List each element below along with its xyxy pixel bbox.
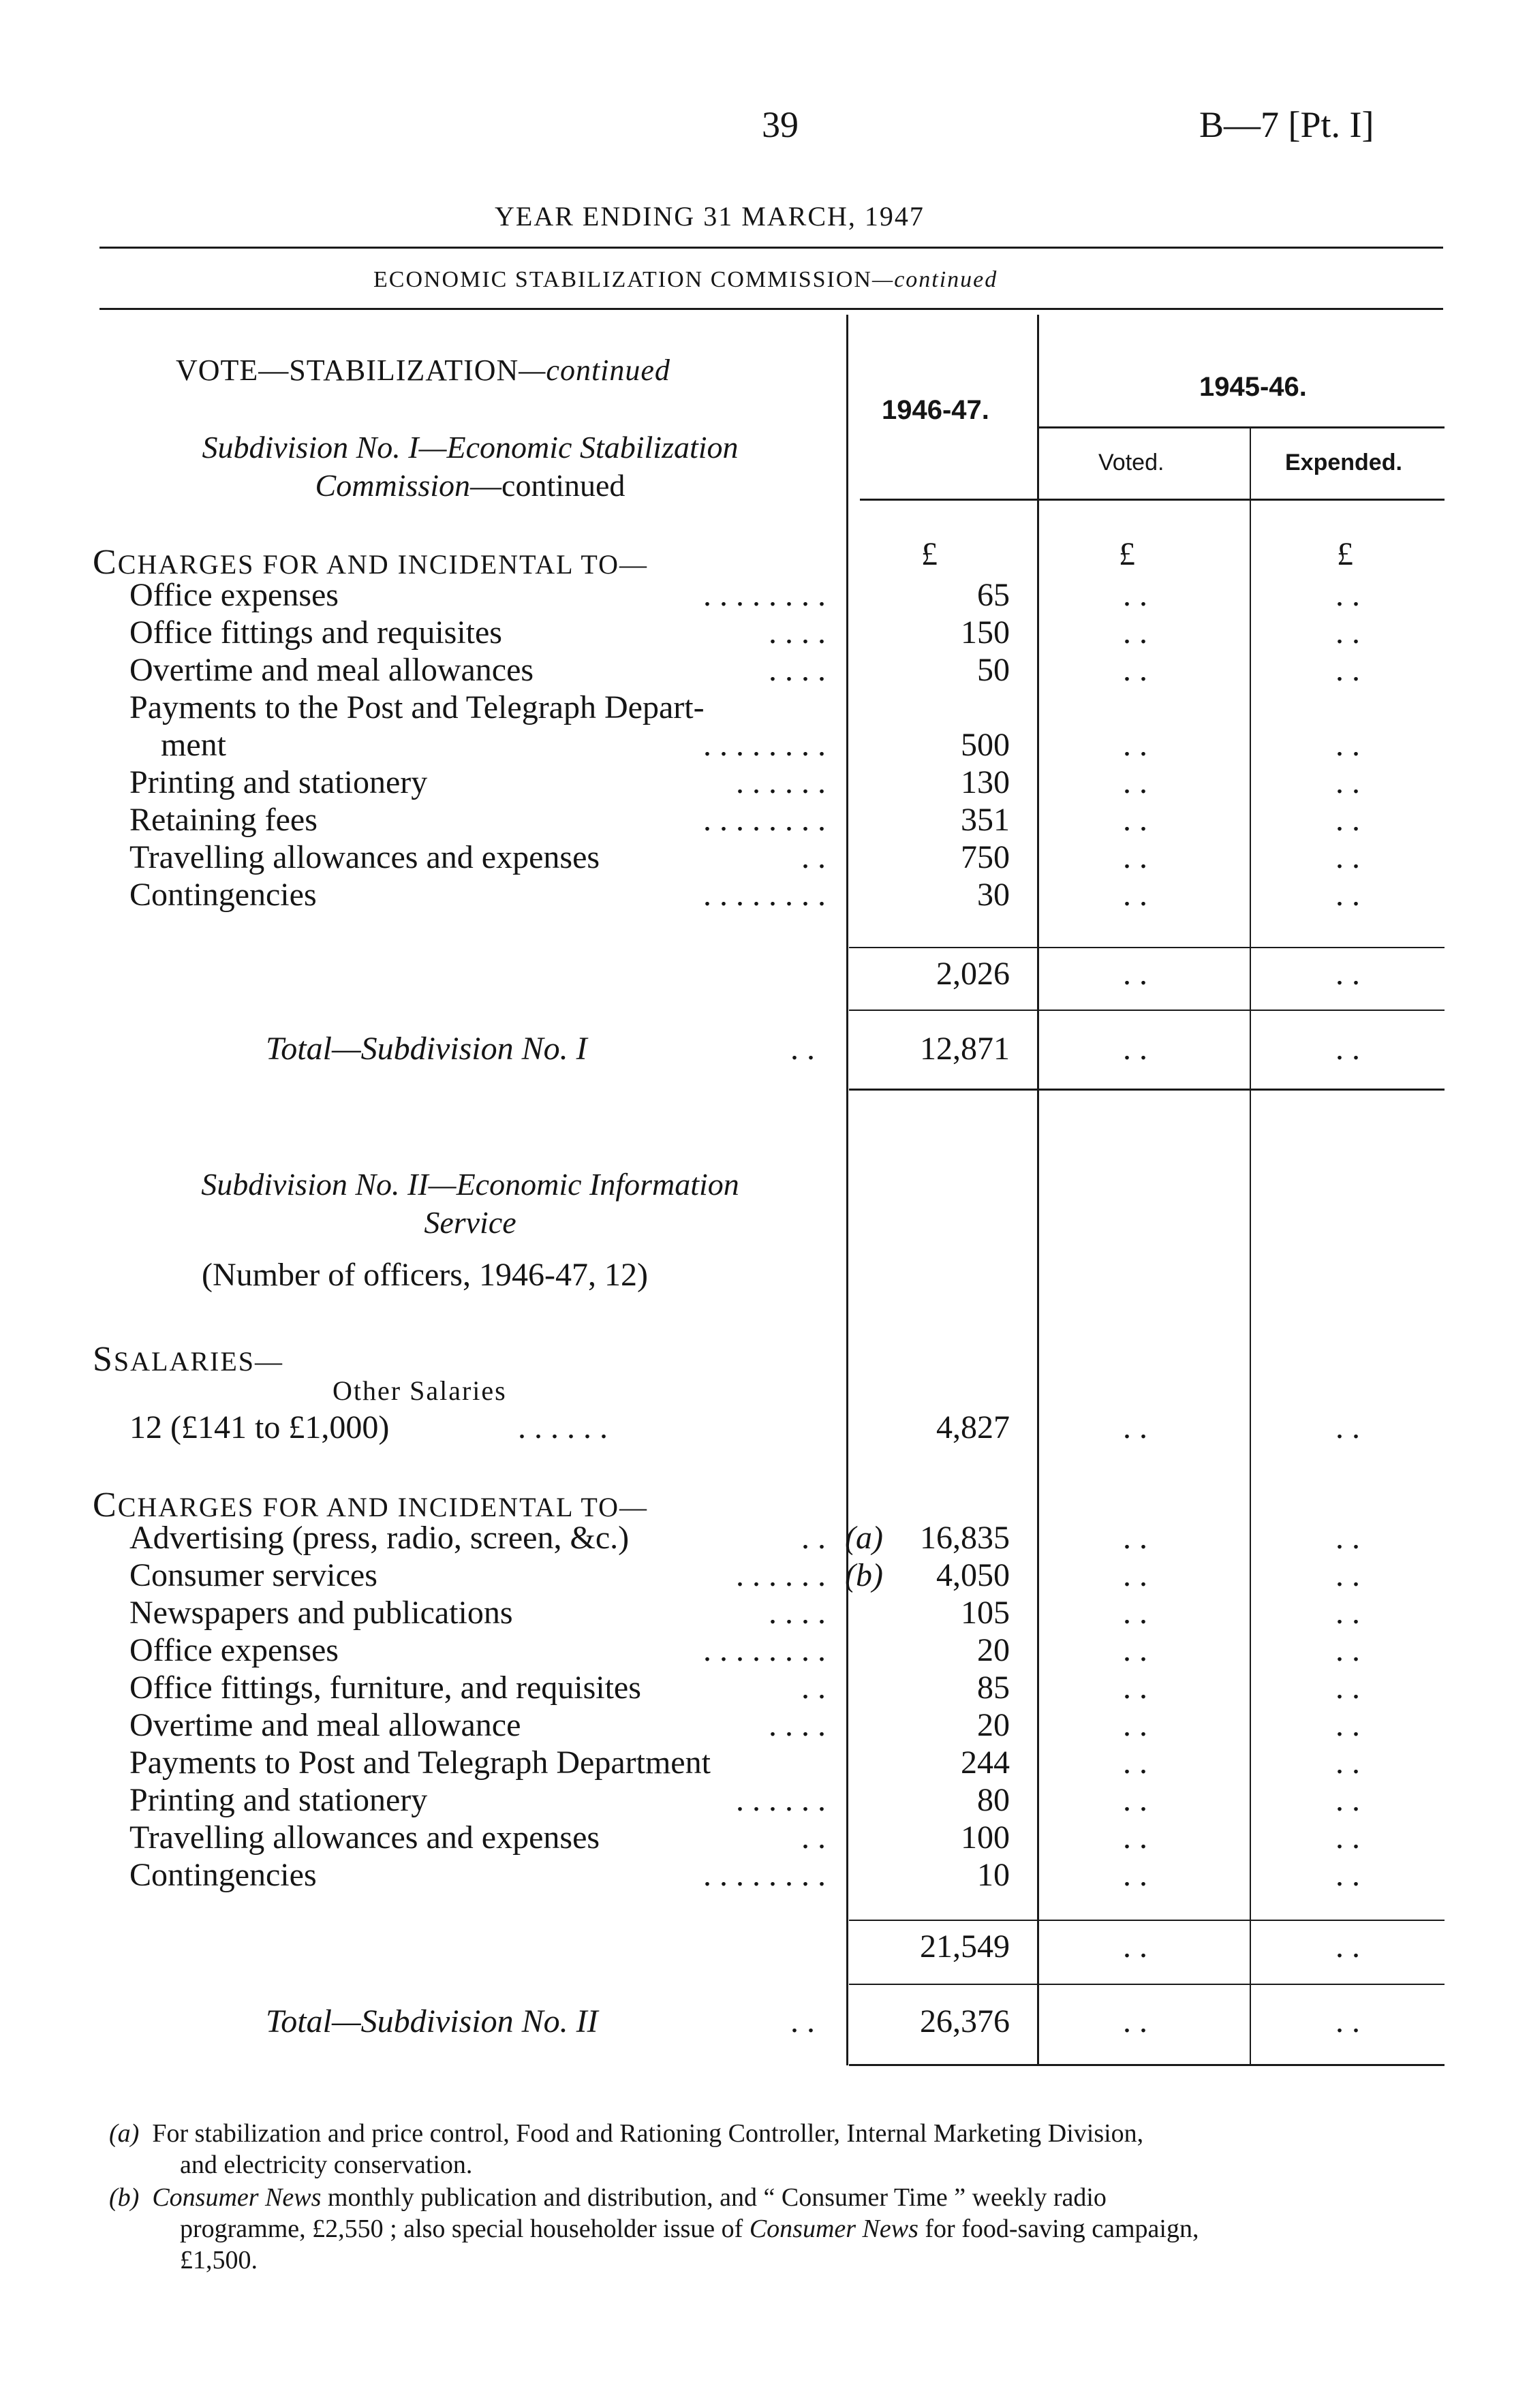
line-item-expended: . .	[1335, 577, 1360, 613]
document-reference: B—7 [Pt. I]	[1199, 104, 1374, 145]
subdivision2-double-rule	[849, 2064, 1445, 2066]
line-item-expended: . .	[1335, 1670, 1360, 1706]
subdivision2-salary-item-dots: . . . . . .	[518, 1409, 608, 1445]
subdivision1-total: 12,871	[920, 1031, 1010, 1067]
department-title: ECONOMIC STABILIZATION COMMISSION—continued	[373, 267, 998, 292]
header-rule-bottom	[99, 308, 1443, 310]
subdivision1-heading-line2: Commission—continued	[315, 468, 626, 503]
year-title: YEAR ENDING 31 MARCH, 1947	[495, 201, 925, 232]
line-item-expended: . .	[1335, 1857, 1360, 1893]
line-item-expended: . .	[1335, 1632, 1360, 1668]
line-item-amount: 244	[961, 1745, 1010, 1781]
line-item-expended: . .	[1335, 839, 1360, 875]
line-item-dots: . . . . . .	[736, 1782, 826, 1818]
footnote-a: (a) For stabilization and price control, Food and Rationing Controller, Internal Marketing Division,	[109, 2119, 1144, 2148]
line-item-amount: 100	[961, 1819, 1010, 1856]
line-item-voted: . .	[1123, 1819, 1147, 1856]
line-item-voted: . .	[1123, 1782, 1147, 1818]
subdivision1-subtotal-expended: . .	[1335, 956, 1360, 992]
line-item-voted: . .	[1123, 652, 1147, 688]
line-item-label: Advertising (press, radio, screen, &c.)	[129, 1520, 630, 1556]
line-item-label: Office expenses	[129, 577, 339, 613]
line-item-dots: . .	[801, 1670, 826, 1706]
footnote-b-line2: programme, £2,550 ; also special householder issue of Consumer News for food-saving campaign,	[180, 2215, 1199, 2243]
line-item-voted: . .	[1123, 764, 1147, 800]
currency-symbol-expended: £	[1337, 536, 1353, 572]
line-item-amount: 30	[977, 877, 1010, 913]
footnote-b: (b) Consumer News monthly publication and distribution, and “ Consumer Time ” weekly radio	[109, 2183, 1107, 2212]
line-item-note: (a)	[845, 1520, 883, 1556]
line-item-amount: 85	[977, 1670, 1010, 1706]
subdivision2-subtotal-expended: . .	[1335, 1928, 1360, 1965]
subdivision1-total-expended: . .	[1335, 1031, 1360, 1067]
line-item-expended: . .	[1335, 764, 1360, 800]
subdivision2-total: 26,376	[920, 2003, 1010, 2039]
line-item-voted: . .	[1123, 614, 1147, 651]
line-item-note: (b)	[845, 1557, 883, 1593]
subdivision2-total-rule	[849, 1984, 1445, 1985]
subdivision1-double-rule	[849, 1089, 1445, 1091]
subdivision2-salary-item-expended: . .	[1335, 1409, 1360, 1445]
line-item-amount: 150	[961, 614, 1010, 651]
line-item-expended: . .	[1335, 1745, 1360, 1781]
line-item-amount: 20	[977, 1707, 1010, 1743]
line-item-expended: . .	[1335, 1595, 1360, 1631]
line-item-dots: . . . .	[769, 614, 826, 651]
line-item-amount: 750	[961, 839, 1010, 875]
line-item-amount: 50	[977, 652, 1010, 688]
subdivision1-subtotal: 2,026	[936, 956, 1010, 992]
line-item-amount: 500	[961, 727, 1010, 763]
line-item-label: Consumer services	[129, 1557, 377, 1593]
vote-title: VOTE—STABILIZATION—continued	[176, 354, 670, 387]
page-number: 39	[762, 104, 799, 145]
line-item-dots: . . . . . .	[736, 764, 826, 800]
line-item-amount: 20	[977, 1632, 1010, 1668]
subdivision1-total-dots: . .	[790, 1031, 815, 1067]
line-item-dots: . . . . . .	[736, 1557, 826, 1593]
line-item-amount: 80	[977, 1782, 1010, 1818]
subdivision2-charges-label: CCHARGES FOR AND INCIDENTAL TO—	[93, 1486, 649, 1524]
currency-symbol-voted: £	[1119, 536, 1135, 572]
line-item-label: Office expenses	[129, 1632, 339, 1668]
line-item-dots: . . . .	[769, 1595, 826, 1631]
line-item-label: Overtime and meal allowance	[129, 1707, 521, 1743]
line-item-voted: . .	[1123, 1520, 1147, 1556]
table-rule-prior-year	[1038, 426, 1445, 428]
line-item-voted: . .	[1123, 839, 1147, 875]
subdivision1-subtotal-voted: . .	[1123, 956, 1147, 992]
currency-symbol-current: £	[921, 536, 938, 572]
line-item-label: Printing and stationery	[129, 1782, 428, 1818]
subdivision2-subtotal-rule	[849, 1920, 1445, 1921]
line-item-dots: . . . . . . . .	[703, 1857, 826, 1893]
subdivision2-total-expended: . .	[1335, 2003, 1360, 2039]
line-item-label: Travelling allowances and expenses	[129, 839, 600, 875]
subdivision2-salary-item-label: 12 (£141 to £1,000)	[129, 1409, 390, 1445]
line-item-voted: . .	[1123, 802, 1147, 838]
line-item-expended: . .	[1335, 727, 1360, 763]
subdivision2-other-salaries-label: Other Salaries	[333, 1375, 507, 1406]
line-item-voted: . .	[1123, 1557, 1147, 1593]
line-item-dots: . . . . . . . .	[703, 577, 826, 613]
subdivision2-total-dots: . .	[790, 2003, 815, 2039]
line-item-label: Travelling allowances and expenses	[129, 1819, 600, 1856]
line-item-label: Newspapers and publications	[129, 1595, 513, 1631]
line-item-expended: . .	[1335, 614, 1360, 651]
line-item-dots: . .	[801, 1819, 826, 1856]
footnote-a-line2: and electricity conservation.	[180, 2151, 473, 2179]
subdivision2-heading-line2: Service	[424, 1205, 516, 1240]
line-item-amount: 10	[977, 1857, 1010, 1893]
line-item-voted: . .	[1123, 1632, 1147, 1668]
subdivision2-subtotal-voted: . .	[1123, 1928, 1147, 1965]
subdivision2-salaries-label: SSALARIES—	[93, 1340, 284, 1379]
subdivision1-total-label: Total—Subdivision No. I	[266, 1031, 587, 1067]
line-item-dots: . . . . . . . .	[703, 1632, 826, 1668]
line-item-label: Contingencies	[129, 877, 317, 913]
line-item-amount: 16,835	[920, 1520, 1010, 1556]
line-item-label: Office fittings and requisites	[129, 614, 502, 651]
line-item-amount: 351	[961, 802, 1010, 838]
line-item-voted: . .	[1123, 1670, 1147, 1706]
line-item-expended: . .	[1335, 652, 1360, 688]
line-item-label: Printing and stationery	[129, 764, 428, 800]
line-item-voted: . .	[1123, 1595, 1147, 1631]
line-item-label: Contingencies	[129, 1857, 317, 1893]
subdivision2-officers-note: (Number of officers, 1946-47, 12)	[202, 1257, 648, 1293]
header-rule-top	[99, 247, 1443, 249]
table-rule-inner	[1250, 428, 1251, 2065]
line-item-dots: . . . .	[769, 652, 826, 688]
line-item-expended: . .	[1335, 877, 1360, 913]
subdivision2-total-voted: . .	[1123, 2003, 1147, 2039]
footnote-b-line3: £1,500.	[180, 2246, 258, 2274]
line-item-dots: . . . . . . . .	[703, 877, 826, 913]
line-item-dots: . . . .	[769, 1707, 826, 1743]
subdivision1-subtotal-rule	[849, 947, 1445, 948]
column-header-prior-year: 1945-46.	[1199, 372, 1307, 402]
line-item-expended: . .	[1335, 1782, 1360, 1818]
line-item-amount: 65	[977, 577, 1010, 613]
line-item-voted: . .	[1123, 727, 1147, 763]
line-item-label: Payments to Post and Telegraph Department	[129, 1745, 711, 1781]
line-item-dots: . . . . . . . .	[703, 727, 826, 763]
line-item-voted: . .	[1123, 577, 1147, 613]
table-rule-header	[860, 499, 1445, 501]
column-header-expended: Expended.	[1285, 450, 1402, 475]
line-item-label: Office fittings, furniture, and requisites	[129, 1670, 641, 1706]
subdivision1-total-rule	[849, 1010, 1445, 1011]
line-item-expended: . .	[1335, 1520, 1360, 1556]
line-item-amount: 4,050	[936, 1557, 1010, 1593]
subdivision2-salary-item-voted: . .	[1123, 1409, 1147, 1445]
line-item-dots: . . . . . . . .	[703, 802, 826, 838]
subdivision2-total-label: Total—Subdivision No. II	[266, 2003, 598, 2039]
line-item-voted: . .	[1123, 1707, 1147, 1743]
line-item-expended: . .	[1335, 1557, 1360, 1593]
subdivision1-charges-label: CCHARGES FOR AND INCIDENTAL TO—	[93, 543, 649, 582]
subdivision1-heading-line1: Subdivision No. I—Economic Stabilization	[202, 430, 739, 465]
line-item-label: Retaining fees	[129, 802, 318, 838]
subdivision2-heading-line1: Subdivision No. II—Economic Information	[201, 1167, 739, 1202]
subdivision1-total-voted: . .	[1123, 1031, 1147, 1067]
line-item-dots: . .	[801, 839, 826, 875]
table-rule-middle	[1037, 315, 1039, 2065]
subdivision2-subtotal: 21,549	[920, 1928, 1010, 1965]
line-item-expended: . .	[1335, 802, 1360, 838]
line-item-voted: . .	[1123, 1745, 1147, 1781]
line-item-amount: 105	[961, 1595, 1010, 1631]
line-item-voted: . .	[1123, 877, 1147, 913]
column-header-current-year: 1946-47.	[882, 395, 989, 425]
line-item-voted: . .	[1123, 1857, 1147, 1893]
line-item-label: Payments to the Post and Telegraph Depart-	[129, 689, 705, 725]
line-item-amount: 130	[961, 764, 1010, 800]
line-item-label: Overtime and meal allowances	[129, 652, 534, 688]
line-item-label: ment	[161, 727, 226, 763]
line-item-dots: . .	[801, 1520, 826, 1556]
column-header-voted: Voted.	[1098, 450, 1164, 475]
subdivision2-salary-item-amount: 4,827	[936, 1409, 1010, 1445]
line-item-expended: . .	[1335, 1707, 1360, 1743]
line-item-expended: . .	[1335, 1819, 1360, 1856]
